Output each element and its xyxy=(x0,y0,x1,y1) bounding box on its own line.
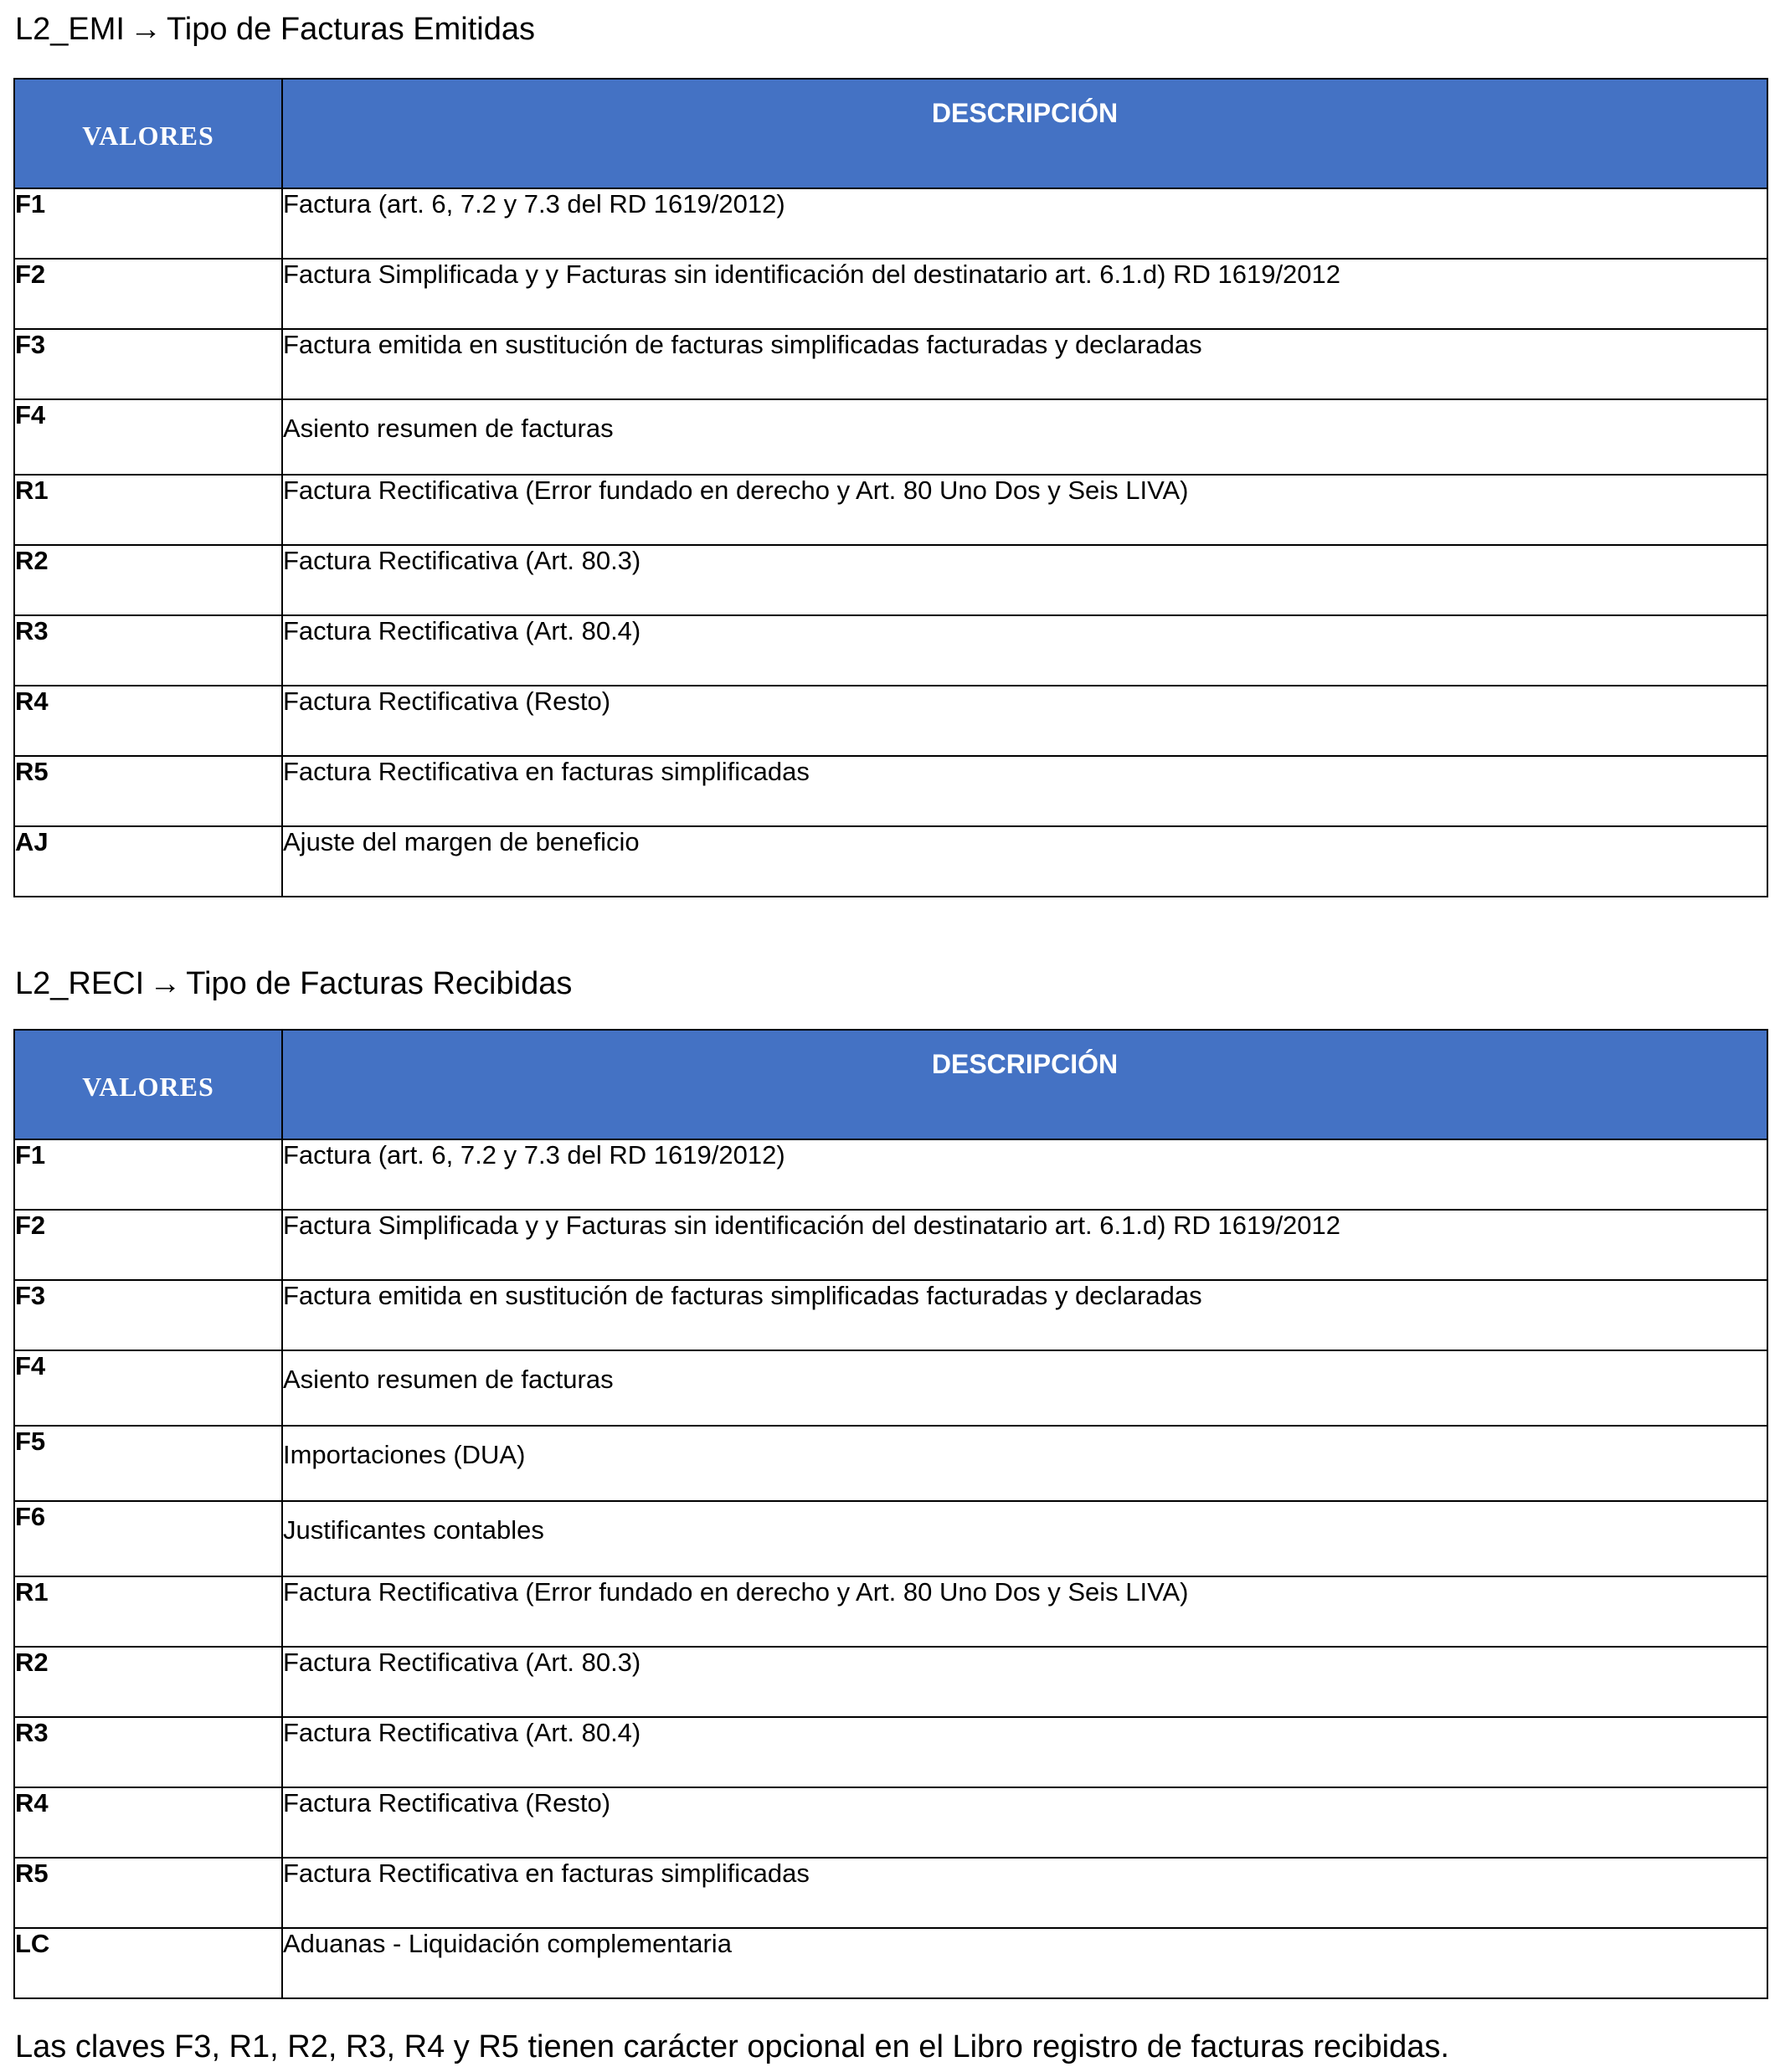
recibidas-heading xyxy=(15,964,572,1003)
row-code: R2 xyxy=(14,1647,282,1717)
table-row xyxy=(14,1576,1767,1647)
row-code: R3 xyxy=(14,1717,282,1787)
table-row xyxy=(14,686,1767,756)
row-description: Factura Simplificada y y Facturas sin identificación del destinatario art. 6.1.d) RD 1619/2012 xyxy=(282,259,1767,329)
row-description: Factura emitida en sustitución de facturas simplificadas facturadas y declaradas xyxy=(282,1280,1767,1350)
emitidas-table xyxy=(13,78,1768,897)
row-code: F1 xyxy=(14,1139,282,1210)
table-row xyxy=(14,475,1767,545)
row-code: R2 xyxy=(14,545,282,615)
row-description: Factura Simplificada y y Facturas sin identificación del destinatario art. 6.1.d) RD 1619/2012 xyxy=(282,1210,1767,1280)
row-description: Factura Rectificativa (Art. 80.3) xyxy=(282,545,1767,615)
row-code: F1 xyxy=(14,188,282,259)
row-description: Asiento resumen de facturas xyxy=(282,399,1767,475)
row-description: Asiento resumen de facturas xyxy=(282,1350,1767,1426)
row-code: R4 xyxy=(14,1787,282,1858)
table-row xyxy=(14,1787,1767,1858)
table-row xyxy=(14,259,1767,329)
table-row xyxy=(14,1280,1767,1350)
row-code: R4 xyxy=(14,686,282,756)
table-row xyxy=(14,1928,1767,1998)
row-code: R5 xyxy=(14,1858,282,1928)
row-code: F3 xyxy=(14,329,282,399)
row-code: F2 xyxy=(14,1210,282,1280)
table-row xyxy=(14,1350,1767,1426)
row-code: R1 xyxy=(14,1576,282,1647)
col-header-valores: VALORES xyxy=(14,1030,282,1139)
row-code: F2 xyxy=(14,259,282,329)
recibidas-heading-text: Tipo de Facturas Recibidas xyxy=(186,966,573,1001)
emitidas-heading-text: Tipo de Facturas Emitidas xyxy=(166,12,535,47)
row-description: Factura Rectificativa (Art. 80.4) xyxy=(282,1717,1767,1787)
table-header-row xyxy=(14,79,1767,188)
table-row xyxy=(14,1501,1767,1576)
row-code: R3 xyxy=(14,615,282,686)
row-description: Factura Rectificativa (Art. 80.3) xyxy=(282,1647,1767,1717)
emitidas-table-body xyxy=(14,188,1767,897)
table-row xyxy=(14,1210,1767,1280)
arrow-right-icon: → xyxy=(129,12,162,47)
row-code: F4 xyxy=(14,399,282,475)
row-description: Justificantes contables xyxy=(282,1501,1767,1576)
table-row xyxy=(14,1858,1767,1928)
table-header-row xyxy=(14,1030,1767,1139)
table-row xyxy=(14,1426,1767,1501)
table-row xyxy=(14,826,1767,897)
row-description: Aduanas - Liquidación complementaria xyxy=(282,1928,1767,1998)
row-description: Factura Rectificativa (Error fundado en derecho y Art. 80 Uno Dos y Seis LIVA) xyxy=(282,475,1767,545)
footer-note: Las claves F3, R1, R2, R3, R4 y R5 tienen carácter opcional en el Libro registro de facturas recibidas. xyxy=(15,2029,1449,2064)
col-header-descripcion: DESCRIPCIÓN xyxy=(282,79,1767,188)
row-description: Factura emitida en sustitución de facturas simplificadas facturadas y declaradas xyxy=(282,329,1767,399)
row-description: Ajuste del margen de beneficio xyxy=(282,826,1767,897)
table-row xyxy=(14,545,1767,615)
row-description: Factura (art. 6, 7.2 y 7.3 del RD 1619/2012) xyxy=(282,188,1767,259)
row-code: F5 xyxy=(14,1426,282,1501)
recibidas-table xyxy=(13,1029,1768,1999)
row-description: Factura Rectificativa en facturas simplificadas xyxy=(282,1858,1767,1928)
table-row xyxy=(14,615,1767,686)
col-header-descripcion: DESCRIPCIÓN xyxy=(282,1030,1767,1139)
emitidas-heading xyxy=(15,10,535,49)
arrow-right-icon: → xyxy=(149,966,182,1001)
table-row xyxy=(14,1647,1767,1717)
emitidas-heading-code: L2_EMI xyxy=(15,12,125,47)
row-code: AJ xyxy=(14,826,282,897)
row-code: F6 xyxy=(14,1501,282,1576)
row-description: Factura Rectificativa (Error fundado en derecho y Art. 80 Uno Dos y Seis LIVA) xyxy=(282,1576,1767,1647)
row-code: F4 xyxy=(14,1350,282,1426)
table-row xyxy=(14,1139,1767,1210)
row-description: Factura Rectificativa en facturas simplificadas xyxy=(282,756,1767,826)
row-description: Factura Rectificativa (Resto) xyxy=(282,1787,1767,1858)
row-description: Factura Rectificativa (Art. 80.4) xyxy=(282,615,1767,686)
row-code: R5 xyxy=(14,756,282,826)
table-row xyxy=(14,1717,1767,1787)
table-row xyxy=(14,399,1767,475)
row-code: LC xyxy=(14,1928,282,1998)
table-row xyxy=(14,188,1767,259)
row-description: Factura Rectificativa (Resto) xyxy=(282,686,1767,756)
recibidas-heading-code: L2_RECI xyxy=(15,966,145,1001)
table-row xyxy=(14,329,1767,399)
table-row xyxy=(14,756,1767,826)
row-description: Importaciones (DUA) xyxy=(282,1426,1767,1501)
recibidas-table-body xyxy=(14,1139,1767,1998)
row-code: F3 xyxy=(14,1280,282,1350)
row-description: Factura (art. 6, 7.2 y 7.3 del RD 1619/2012) xyxy=(282,1139,1767,1210)
col-header-valores: VALORES xyxy=(14,79,282,188)
row-code: R1 xyxy=(14,475,282,545)
